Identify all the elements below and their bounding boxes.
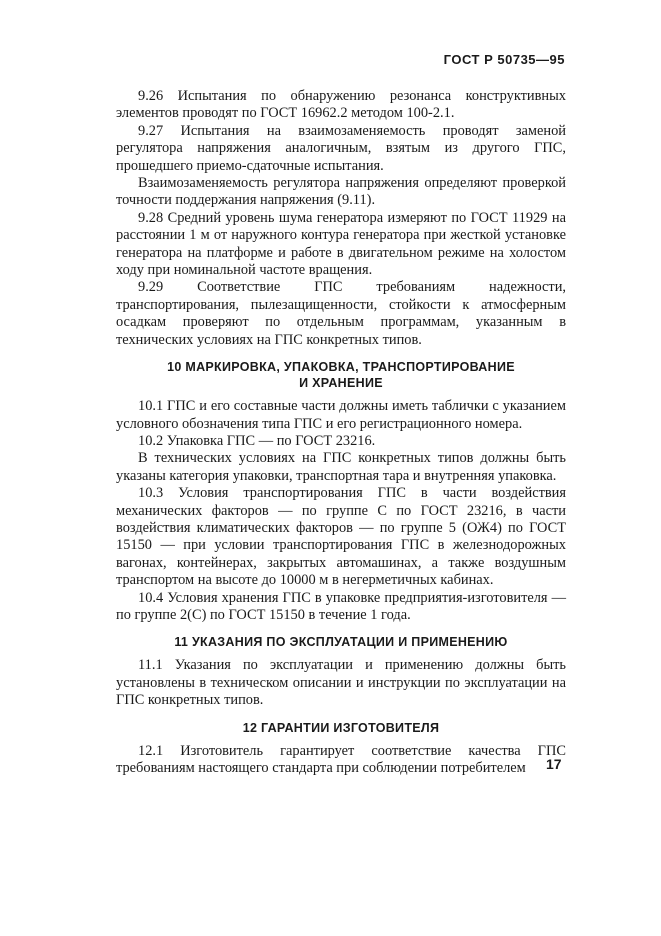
page-number: 17 (546, 756, 562, 772)
paragraph-12-1: 12.1 Изготовитель гарантирует соответствие качества ГПС требованиям настоящего стандарта при соблюдении потребителем (116, 742, 566, 776)
paragraph-9-27: 9.27 Испытания на взаимозаменяемость проводят заменой регулятора напряжения аналогичным, взятым из другого ГПС, прошедшего приемо-сдаточные испытания. (116, 122, 566, 174)
paragraph-9-26: 9.26 Испытания по обнаружению резонанса конструктивных элементов проводят по ГОСТ 16962.2 методом 100-2.1. (116, 88, 566, 122)
section-10-title-line1: 10 МАРКИРОВКА, УПАКОВКА, ТРАНСПОРТИРОВАНИЕ (167, 360, 515, 375)
section-10-heading (116, 359, 566, 391)
paragraph-9-28: 9.28 Средний уровень шума генератора измеряют по ГОСТ 11929 на расстоянии 1 м от наружного контура генератора при жесткой установке генератора на платформе и работе в двигательном режиме на холостом ходу при номинальной частоте вращения. (116, 209, 566, 279)
section-11-heading: 11 УКАЗАНИЯ ПО ЭКСПЛУАТАЦИИ И ПРИМЕНЕНИЮ (174, 635, 508, 650)
paragraph-10-4: 10.4 Условия хранения ГПС в упаковке предприятия-изготовителя — по группе 2(С) по ГОСТ 15150 в течение 1 года. (116, 589, 566, 623)
section-10-title-line2: И ХРАНЕНИЕ (299, 376, 383, 391)
document-body (116, 88, 566, 777)
paragraph-9-27-note: Взаимозаменяемость регулятора напряжения определяют проверкой точности поддержания напряжения (9.11). (116, 175, 566, 209)
paragraph-10-2: 10.2 Упаковка ГПС — по ГОСТ 23216. (138, 432, 376, 449)
section-12-heading: 12 ГАРАНТИИ ИЗГОТОВИТЕЛЯ (242, 720, 440, 735)
page-header: ГОСТ Р 50735—95 (443, 52, 565, 67)
paragraph-10-1: 10.1 ГПС и его составные части должны иметь таблички с указанием условного обозначения типа ГПС и его регистрационного номера. (116, 398, 566, 432)
paragraph-10-3: 10.3 Условия транспортирования ГПС в части воздействия механических факторов — по группе С по ГОСТ 23216, в части воздействия климатических факторов — по группе 5 (ОЖ4) по ГОСТ 15150 — при условии транспортирования ГПС в железнодорожных вагонах, контейнерах, закрытых автомашинах, а также воздушным транспортом на высоте до 10000 м в негерметичных кабинах. (116, 485, 566, 589)
paragraph-9-29: 9.29 Соответствие ГПС требованиям надежности, транспортирования, пылезащищенности, стойкости к атмосферным осадкам проверяют по отдельным программам, указанным в технических условиях на ГПС конкретных типов. (116, 279, 566, 348)
paragraph-10-2-note: В технических условиях на ГПС конкретных типов должны быть указаны категория упаковки, транспортная тара и внутренняя упаковка. (116, 450, 566, 484)
paragraph-11-1: 11.1 Указания по эксплуатации и применению должны быть установлены в техническом описании и инструкции по эксплуатации на ГПС конкретных типов. (116, 657, 566, 709)
